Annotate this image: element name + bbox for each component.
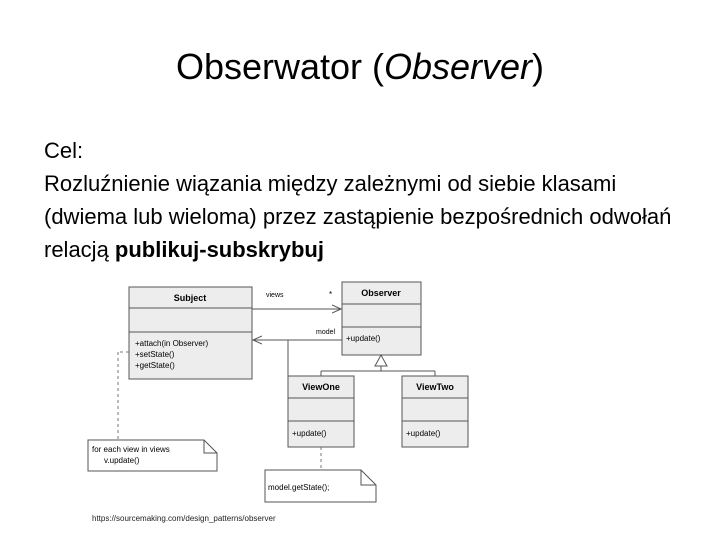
view-note-text: model.getState(); — [268, 483, 330, 492]
view-two-op: +update() — [406, 429, 441, 438]
views-label: views — [266, 292, 284, 299]
subject-op: +setState() — [135, 350, 175, 359]
slide-title: Obserwator (Observer) — [175, 46, 545, 87]
observer-class — [342, 282, 421, 355]
view-one-op: +update() — [292, 429, 327, 438]
goal-heading: Cel: — [44, 138, 84, 163]
subject-note-line: for each view in views — [92, 445, 170, 454]
view-two-class — [402, 376, 468, 447]
subject-name: Subject — [173, 293, 207, 303]
observer-name: Observer — [361, 288, 401, 298]
view-two-name: ViewTwo — [416, 382, 454, 392]
views-association — [252, 290, 341, 309]
subject-note-line: v.update() — [104, 456, 140, 465]
view-one-name: ViewOne — [302, 382, 340, 392]
subject-op: +attach(in Observer) — [135, 339, 209, 348]
generalization-arrow — [321, 355, 435, 376]
source-link[interactable]: https://sourcemaking.com/design_patterns/observer — [92, 514, 276, 523]
subject-class — [129, 287, 252, 379]
model-association — [253, 329, 342, 376]
goal-bold-term: publikuj-subskrybuj — [114, 237, 324, 262]
subject-op: +getState() — [135, 361, 175, 370]
view-note — [265, 447, 376, 502]
view-one-class — [288, 376, 354, 447]
model-label: model — [316, 329, 336, 336]
views-multiplicity: * — [329, 290, 333, 299]
observer-op: +update() — [346, 334, 381, 343]
goal-text: Rozluźnienie wiązania między zależnymi od siebie klasami (dwiema lub wieloma) przez zastąpienie bezpośrednich odwołań relacją — [44, 171, 672, 262]
